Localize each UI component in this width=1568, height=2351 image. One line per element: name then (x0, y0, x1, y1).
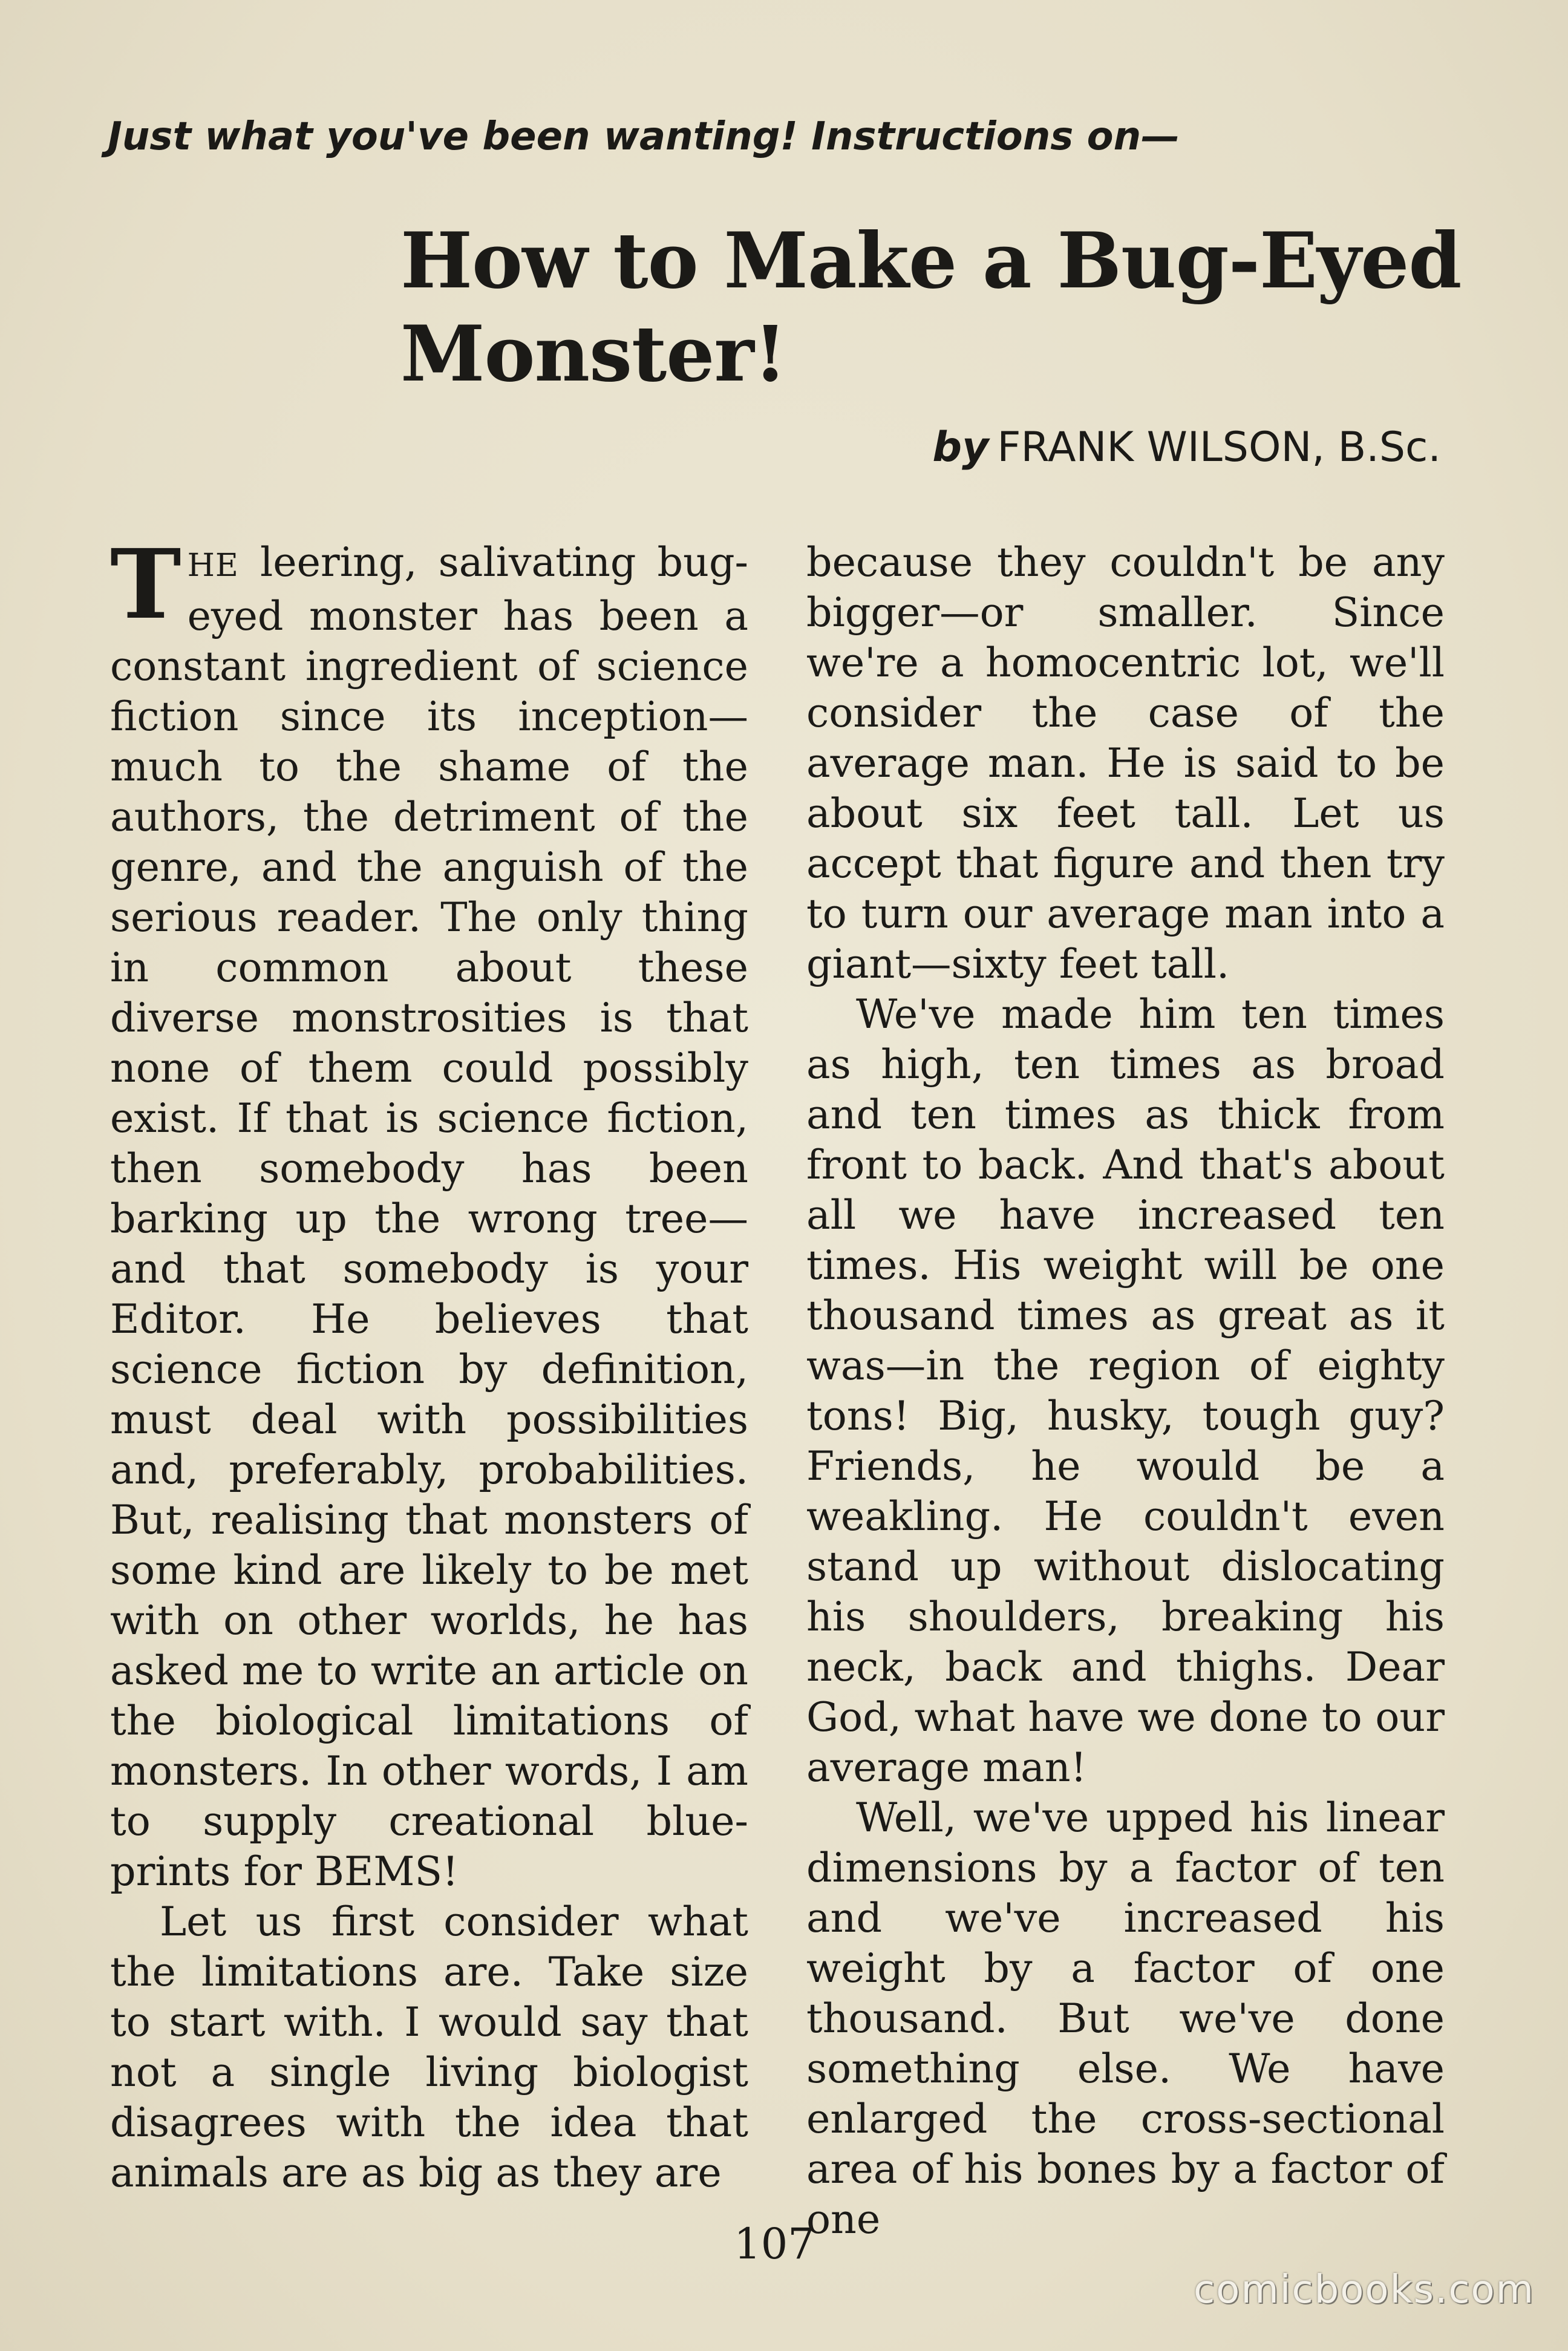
paragraph: We've made him ten times as high, ten times as broad and ten times as thick from front to back. And that's about all we have increased ten times. His weight will be one thousand times as great as it was—in the region of eighty tons! Big, husky, tough guy? Friends, he would be a weakling. He couldn't even stand up without dislocating his shoulders, breaking his neck, back and thighs. Dear God, what have we done to our average man! (806, 990, 1445, 1791)
paragraph: Let us first consider what the limitations are. Take size to start with. I would say that not a single living biologist disagrees with the idea that animals are as big as they are (110, 1898, 748, 2196)
byline-prefix: by (932, 423, 989, 471)
kicker-line: Just what you've been wanting! Instructions on— (108, 114, 1180, 159)
paragraph: Well, we've upped his linear dimensions by a factor of ten and we've increased his weight by a factor of one thousand. But we've done something else. We have enlarged the cross-sectional area of his bones by a factor of one (806, 1794, 1445, 2243)
article-column-right (806, 537, 1445, 2243)
article-column-left (110, 529, 748, 2201)
paragraph: because they couldn't be any bigger—or smaller. Since we're a homocentric lot, we'll consider the case of the average man. He is said to be about six feet tall. Let us accept that figure and then try to turn our average man into a giant—sixty feet tall. (806, 538, 1445, 987)
byline-author: FRANK WILSON, B.Sc. (997, 423, 1441, 471)
paragraph (110, 529, 748, 1897)
paragraph-text: leering, salivating bug-eyed monster has been a constant ingredient of science fiction since its inception—much to the shame of the authors, the detriment of the genre, and the anguish of the serious reader. The only thing in common about these diverse monstrosities is that none of them could possibly exist. If that is science fiction, then somebody has been barking up the wrong tree—and that somebody is your Editor. He believes that science fiction by definition, must deal with possibilities and, preferably, probabilities. But, realising that monsters of some kind are likely to be met with on other worlds, he has asked me to write an article on the biological limitations of monsters. In other words, I am to supply creational blue-prints for BEMS! (110, 538, 748, 1895)
small-caps-lead: HE (187, 548, 239, 584)
page-number: 107 (734, 2219, 815, 2269)
watermark: comicbooks.com (1193, 2268, 1535, 2312)
article-title: How to Make a Bug-Eyed Monster! (400, 216, 1462, 399)
byline (932, 423, 1441, 471)
drop-cap: T (110, 529, 181, 641)
